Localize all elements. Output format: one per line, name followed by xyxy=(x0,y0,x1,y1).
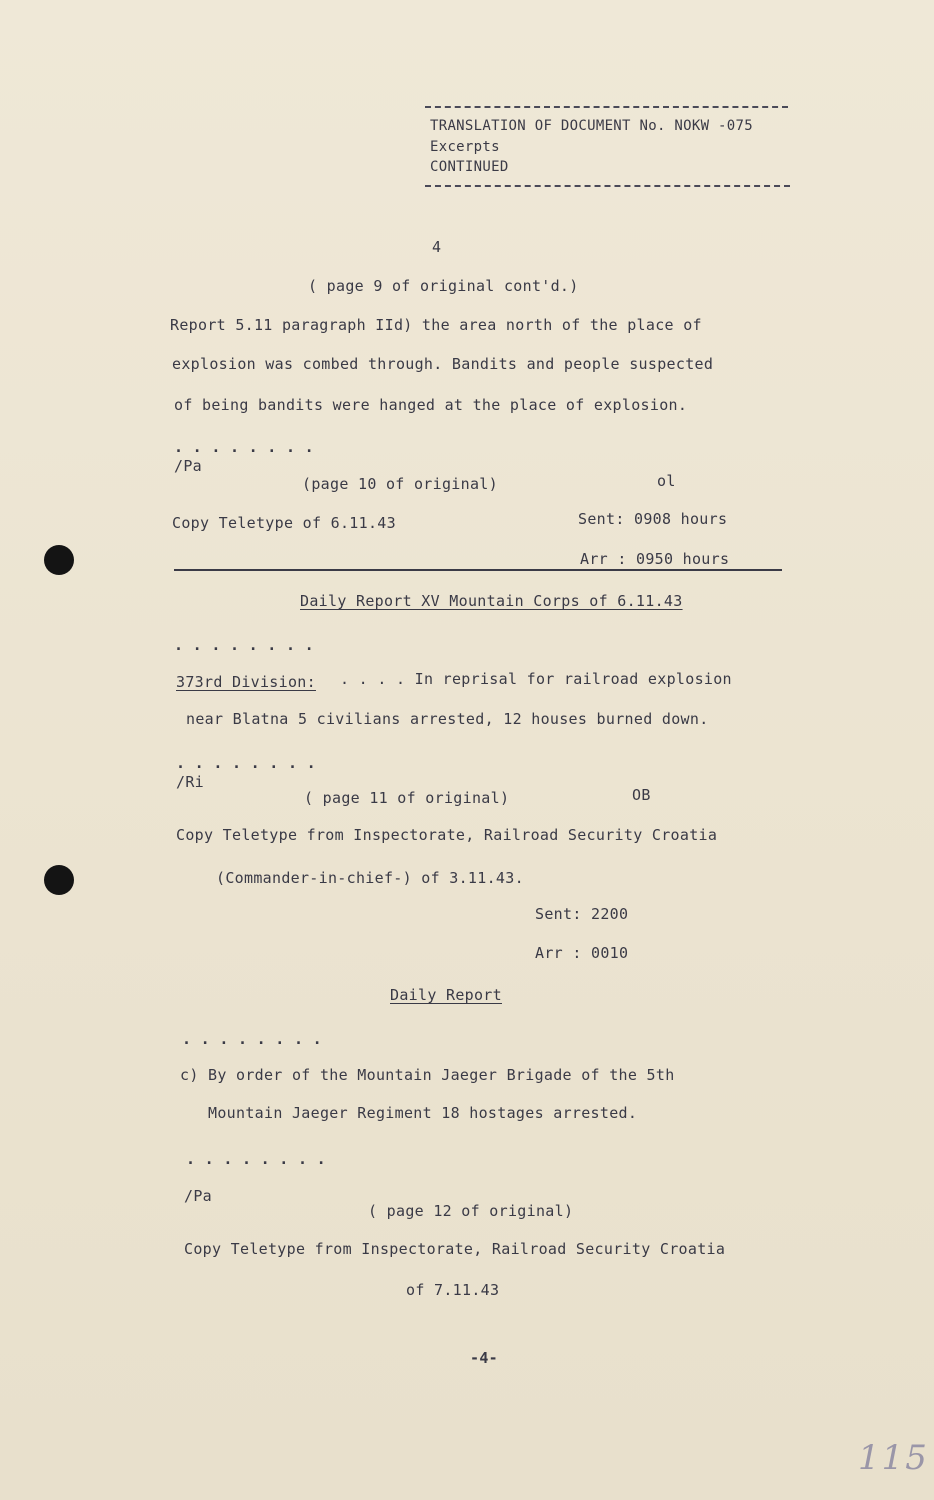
section1-line1: Report 5.11 paragraph IId) the area north of the place of xyxy=(170,316,702,334)
section4-date: of 7.11.43 xyxy=(406,1281,500,1299)
document-title: TRANSLATION OF DOCUMENT No. NOKW -075 xyxy=(430,118,753,134)
section2-sent: Sent: 0908 hours xyxy=(578,510,728,528)
section3-copy-teletype: Copy Teletype from Inspectorate, Railroad Security Croatia xyxy=(176,826,718,844)
section2-heading: (page 10 of original) xyxy=(302,475,498,493)
division-label: 373rd Division: xyxy=(176,673,316,691)
section1-line3: of being bandits were hanged at the place of explosion. xyxy=(174,396,688,414)
header-excerpts: Excerpts xyxy=(430,139,500,155)
header-top-rule xyxy=(425,106,788,108)
section3-heading: ( page 11 of original) xyxy=(304,789,510,807)
ellipsis-dots: . . . . . . . . xyxy=(186,1150,326,1168)
section3-line2: Mountain Jaeger Regiment 18 hostages arrested. xyxy=(208,1104,638,1122)
section1-line2: explosion was combed through. Bandits and people suspected xyxy=(172,355,714,373)
ellipsis-dots: . . . . . . . . xyxy=(174,636,314,654)
section2-arr: Arr : 0950 hours xyxy=(580,550,730,568)
punch-hole xyxy=(44,865,74,895)
ellipsis-dots: . . . . . . . . xyxy=(176,754,316,772)
header-bottom-rule xyxy=(425,185,790,187)
section2-code: ol xyxy=(657,472,676,490)
page-number-top: 4 xyxy=(432,238,442,256)
section3-line1: c) By order of the Mountain Jaeger Brigade of the 5th xyxy=(180,1066,675,1084)
ellipsis-dots: . . . . . . . . xyxy=(174,438,314,456)
initials-pa: /Pa xyxy=(174,457,202,475)
ellipsis-dots: . . . . . . . . xyxy=(182,1030,322,1048)
division-line2: near Blatna 5 civilians arrested, 12 houses burned down. xyxy=(186,710,709,728)
section3-title: Daily Report xyxy=(390,986,502,1004)
section2-title: Daily Report XV Mountain Corps of 6.11.43 xyxy=(300,592,683,610)
handwritten-page-number: 115 xyxy=(858,1438,929,1478)
punch-hole xyxy=(44,545,74,575)
initials-ri: /Ri xyxy=(176,773,204,791)
footer-page-number: -4- xyxy=(470,1349,498,1367)
section4-copy-teletype: Copy Teletype from Inspectorate, Railroad Security Croatia xyxy=(184,1240,726,1258)
initials-pa: /Pa xyxy=(184,1187,212,1205)
header-continued: CONTINUED xyxy=(430,159,509,175)
division-text: . . . . In reprisal for railroad explosion xyxy=(340,670,732,688)
section4-heading: ( page 12 of original) xyxy=(368,1202,574,1220)
section1-heading: ( page 9 of original cont'd.) xyxy=(308,277,579,295)
section3-commander: (Commander-in-chief-) of 3.11.43. xyxy=(216,869,524,887)
section3-sent: Sent: 2200 xyxy=(535,905,629,923)
section2-copy-teletype: Copy Teletype of 6.11.43 xyxy=(172,514,396,532)
section3-arr: Arr : 0010 xyxy=(535,944,629,962)
section3-code: OB xyxy=(632,786,651,804)
section2-rule xyxy=(174,569,782,571)
